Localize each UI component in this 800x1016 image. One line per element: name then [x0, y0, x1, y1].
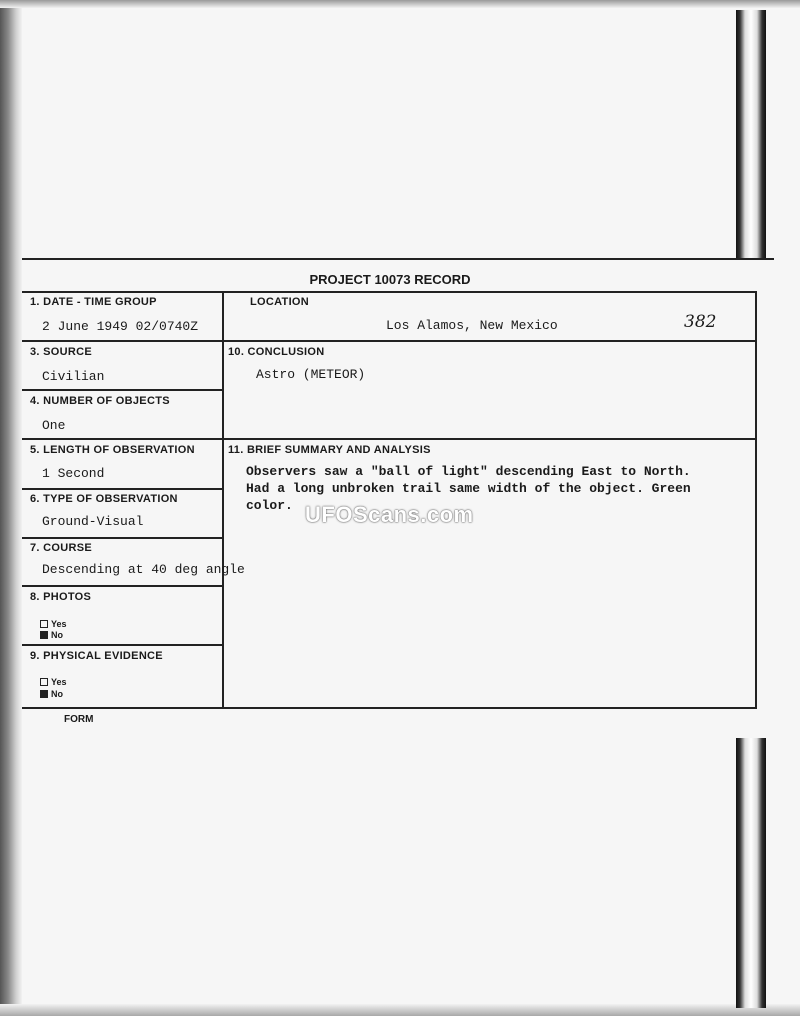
row-rule-1 [22, 340, 757, 342]
course-value: Descending at 40 deg angle [42, 562, 245, 577]
row-rule-6 [22, 585, 224, 587]
form-right-border [755, 291, 757, 709]
record-number: 382 [684, 312, 717, 332]
photos-label: 8. PHOTOS [30, 591, 92, 603]
date-time-group-value: 2 June 1949 02/0740Z [42, 319, 199, 334]
summary-line: color. [246, 498, 293, 513]
checkbox-icon [40, 678, 48, 686]
summary-line: Had a long unbroken trail same width of the object. Green [246, 481, 691, 496]
binder-strip-top [736, 10, 766, 260]
row-rule-5 [22, 537, 224, 539]
summary-label: 11. BRIEF SUMMARY AND ANALYSIS [228, 444, 431, 456]
summary-line: Observers saw a "ball of light" descending East to North. [246, 464, 691, 479]
photos-no-option: No [40, 630, 63, 640]
location-value: Los Alamos, New Mexico [386, 318, 558, 333]
location-label: LOCATION [250, 296, 310, 308]
date-time-group-label: 1. DATE - TIME GROUP [30, 296, 157, 308]
course-label: 7. COURSE [30, 542, 92, 554]
photos-yes-option: Yes [40, 619, 67, 629]
form-bottom-rule [22, 707, 757, 709]
row-rule-7 [22, 644, 224, 646]
number-of-objects-label: 4. NUMBER OF OBJECTS [30, 395, 170, 407]
number-of-objects-value: One [42, 418, 66, 433]
row-rule-3 [22, 438, 757, 440]
conclusion-label: 10. CONCLUSION [228, 346, 325, 358]
source-label: 3. SOURCE [30, 346, 92, 358]
length-of-observation-label: 5. LENGTH OF OBSERVATION [30, 444, 195, 456]
checkbox-icon [40, 620, 48, 628]
type-of-observation-label: 6. TYPE OF OBSERVATION [30, 493, 178, 505]
conclusion-value: Astro (METEOR) [256, 367, 366, 382]
evidence-yes-option: Yes [40, 677, 67, 687]
form-footer-label: FORM [64, 714, 94, 725]
checked-box-icon [40, 690, 48, 698]
row-rule-2 [22, 389, 224, 391]
checked-box-icon [40, 631, 48, 639]
scan-left-edge [0, 0, 22, 1016]
form-header-rule [22, 291, 756, 293]
source-value: Civilian [42, 369, 105, 384]
evidence-no-option: No [40, 689, 63, 699]
physical-evidence-label: 9. PHYSICAL EVIDENCE [30, 650, 163, 662]
length-of-observation-value: 1 Second [42, 466, 105, 481]
binder-strip-bottom [736, 738, 766, 1008]
row-rule-4 [22, 488, 224, 490]
form-column-divider [222, 291, 224, 709]
scan-top-edge [0, 0, 800, 8]
form-title: PROJECT 10073 RECORD [309, 272, 471, 287]
form-top-rule [22, 258, 774, 260]
scan-bottom-edge [0, 1004, 800, 1016]
type-of-observation-value: Ground-Visual [42, 514, 144, 529]
watermark: UFOScans.com [305, 502, 474, 527]
